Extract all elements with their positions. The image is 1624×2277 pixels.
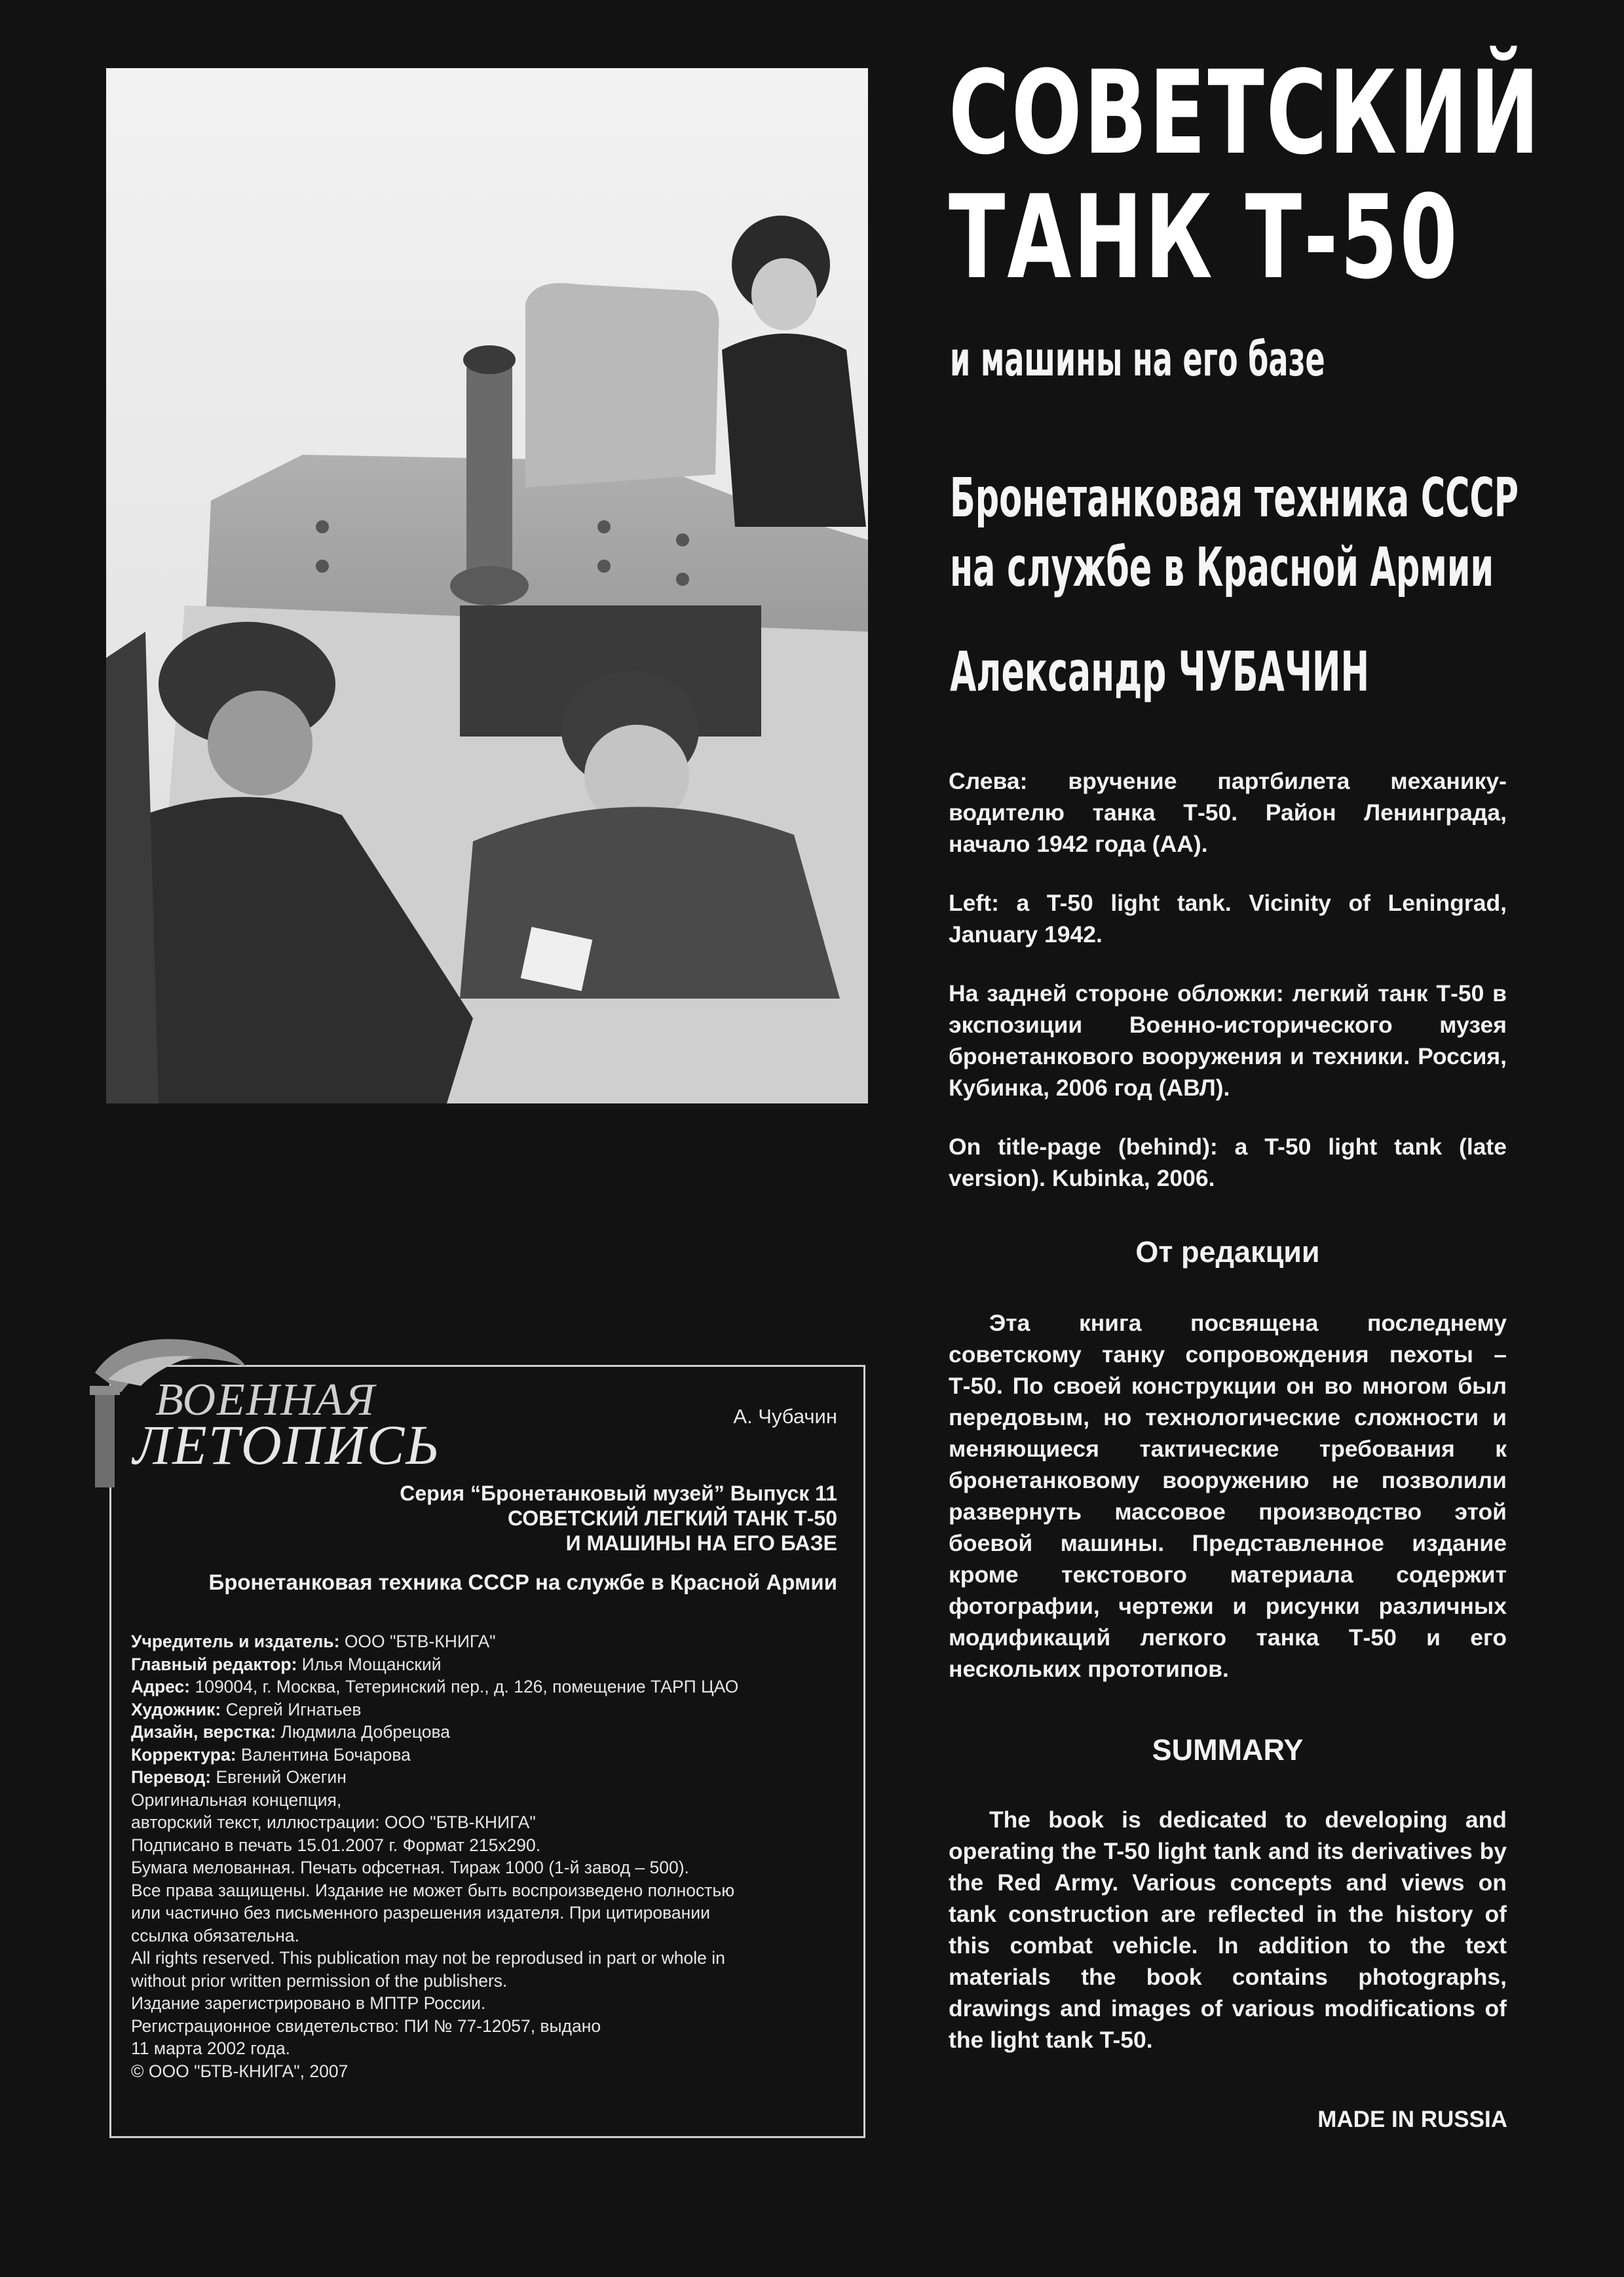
logo-line2: ЛЕТОПИСЬ — [133, 1413, 441, 1476]
tank-photo-illustration — [106, 68, 868, 1103]
imprint-credits — [131, 1630, 845, 2082]
imprint-line: 11 марта 2002 года. — [131, 2038, 291, 2058]
main-title — [949, 46, 1541, 305]
logo-line1: ВОЕННАЯ — [155, 1375, 376, 1425]
main-title-line2: ТАНК Т-50 — [949, 170, 1460, 305]
caption-back-en: On title-page (behind): a T-50 light tank (late version). Kubinka, 2006. — [949, 1134, 1507, 1191]
summary-heading: SUMMARY — [1152, 1733, 1304, 1767]
series-title — [950, 464, 1519, 603]
imprint-title-line1: СОВЕТСКИЙ ЛЕГКИЙ ТАНК Т-50 — [507, 1506, 837, 1530]
imprint-line: © ООО "БТВ-КНИГА", 2007 — [131, 2061, 349, 2081]
imprint-title-line2: И МАШИНЫ НА ЕГО БАЗЕ — [565, 1531, 837, 1555]
credit-editor: Главный редактор: Илья Мощанский — [131, 1654, 442, 1674]
photo-captions — [949, 765, 1507, 1221]
credit-address: Адрес: 109004, г. Москва, Тетеринский пер., д. 126, помещение ТАРП ЦАО — [131, 1677, 739, 1696]
main-title-line1: СОВЕТСКИЙ — [949, 46, 1541, 180]
cover-photo — [106, 68, 868, 1103]
imprint-line: Оригинальная концепция, — [131, 1789, 342, 1810]
imprint-line: without prior written permission of the publishers. — [131, 1970, 508, 1991]
editorial-text: Эта книга посвящена последнему советскому танку сопровождения пехоты – Т-50. По своей конструкции он во многом был передовым, но технологические сложности и меняющиеся тактические требования к бронетанковому вооружению не позволили развернуть массовое производство этой боевой машины. Представленное издание кроме текстового материала содержит фотографии, чертежи и рисунки различных модификаций легкого танка Т-50 и его нескольких прототипов. — [949, 1310, 1507, 1682]
caption-back-ru: На задней стороне обложки: легкий танк Т-50 в экспозиции Военно-исторического музея бронетанкового вооружения и техники. Россия, Кубинка, 2006 год (АВЛ). — [949, 980, 1507, 1101]
imprint-line: Бумага мелованная. Печать офсетная. Тираж 1000 (1-й завод – 500). — [131, 1858, 689, 1877]
main-subtitle: и машины на его базе — [950, 332, 1325, 387]
publisher-logo — [82, 1327, 449, 1491]
imprint-line: или частично без письменного разрешения издателя. При цитировании — [131, 1903, 710, 1923]
credit-design: Дизайн, верстка: Людмила Добрецова — [131, 1722, 451, 1742]
imprint-subtitle: Бронетанковая техника СССР на службе в Красной Армии — [208, 1570, 837, 1594]
series-title-line2: на службе в Красной Армии — [950, 537, 1494, 599]
caption-left-en: Left: a T-50 light tank. Vicinity of Leningrad, January 1942. — [949, 890, 1507, 947]
summary-text: The book is dedicated to developing and operating the T-50 light tank and its derivatives by the Red Army. Various concepts and views on tank construction are reflected in the history of this combat vehicle. In addition to the text materials the book contains photographs, drawings and images of various modifications of the light tank T-50. — [949, 1807, 1507, 2053]
imprint-line: ссылка обязательна. — [131, 1925, 299, 1945]
caption-left-ru: Слева: вручение партбилета механику-водителю танка Т-50. Район Ленинграда, начало 1942 года (АА). — [949, 768, 1507, 857]
credit-publisher: Учредитель и издатель: ООО "БТВ-КНИГА" — [131, 1632, 496, 1651]
imprint-line: All rights reserved. This publication may not be reprodused in part or whole in — [131, 1948, 725, 1968]
author-name: Александр ЧУБАЧИН — [950, 640, 1370, 704]
imprint-series — [400, 1481, 837, 1556]
credit-proof: Корректура: Валентина Бочарова — [131, 1744, 411, 1765]
imprint-series-line: Серия “Бронетанковый музей” Выпуск 11 — [400, 1482, 837, 1505]
imprint-line: авторский текст, иллюстрации: ООО "БТВ-КНИГА" — [131, 1812, 536, 1832]
series-title-line1: Бронетанковая техника СССР — [950, 467, 1519, 529]
credit-artist: Художник: Сергей Игнатьев — [131, 1699, 362, 1719]
credit-translation: Перевод: Евгений Ожегин — [131, 1767, 347, 1787]
imprint-line: Подписано в печать 15.01.2007 г. Формат 215х290. — [131, 1835, 541, 1855]
imprint-line: Все права защищены. Издание не может быть воспроизведено полностью — [131, 1880, 735, 1900]
editorial-heading: От редакции — [1135, 1235, 1320, 1269]
imprint-author: А. Чубачин — [733, 1405, 837, 1428]
imprint-line: Регистрационное свидетельство: ПИ № 77-12057, выдано — [131, 2016, 601, 2036]
made-in-label: MADE IN RUSSIA — [1317, 2107, 1507, 2132]
imprint-line: Издание зарегистрировано в МПТР России. — [131, 1993, 486, 2013]
